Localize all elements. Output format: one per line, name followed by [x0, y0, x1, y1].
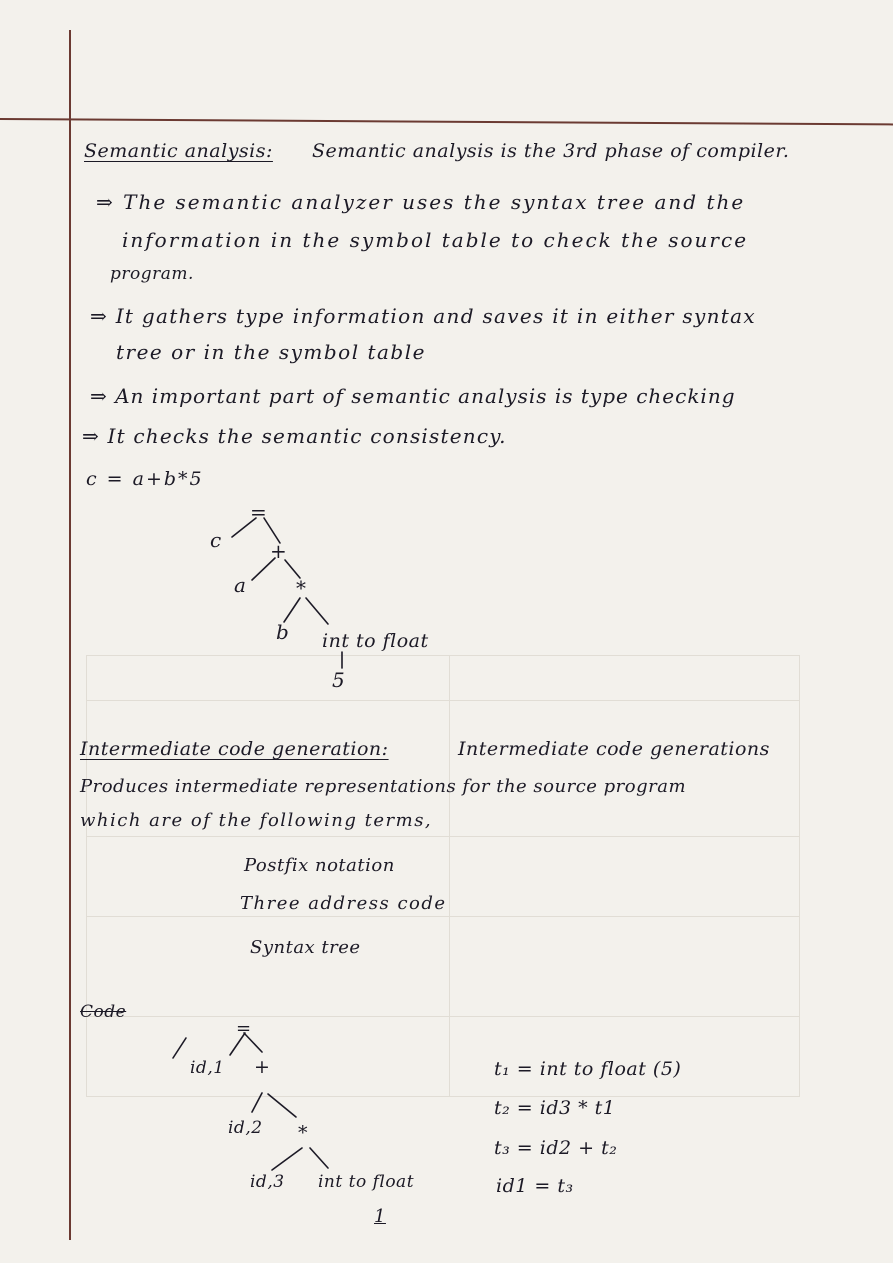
semantic-tree-star: *: [296, 576, 307, 600]
form-three-address: Three address code: [240, 893, 447, 914]
semantic-point-4: ⇒ It checks the semantic consistency.: [82, 424, 507, 448]
semantic-heading: Semantic analysis:: [84, 140, 273, 162]
intermediate-intro-1: Intermediate code generations: [458, 738, 770, 760]
semantic-tree-conv: int to float: [322, 630, 429, 652]
semantic-tree-b: b: [276, 620, 290, 644]
intermediate-heading: Intermediate code generation:: [80, 738, 389, 760]
semantic-point-2: ⇒ It gathers type information and saves it in either syntax: [90, 304, 756, 328]
semantic-point-1-cont: information in the symbol table to check the source: [122, 228, 749, 252]
form-postfix: Postfix notation: [244, 855, 395, 876]
semantic-tree-a: a: [234, 573, 247, 597]
semantic-point-2-cont: tree or in the symbol table: [116, 340, 426, 364]
semantic-intro: Semantic analysis is the 3rd phase of compiler.: [312, 140, 790, 162]
semantic-expression: c = a+b*5: [86, 468, 204, 490]
code-tree-star: *: [298, 1122, 308, 1144]
semantic-tree-root: =: [250, 500, 268, 524]
intermediate-intro-3: which are of the following terms,: [80, 810, 433, 831]
semantic-tree-const: 5: [332, 668, 346, 692]
semantic-point-3: ⇒ An important part of semantic analysis is type checking: [90, 384, 736, 408]
code-line-4: id1 = t₃: [496, 1175, 574, 1197]
semantic-point-1: ⇒ The semantic analyzer uses the syntax tree and the: [96, 190, 746, 214]
code-tree-root: =: [236, 1018, 252, 1039]
form-syntax-tree: Syntax tree: [250, 937, 361, 958]
code-tree-const: 1: [374, 1206, 386, 1227]
code-line-1: t₁ = int to float (5): [494, 1058, 682, 1080]
code-line-2: t₂ = id3 * t1: [494, 1097, 616, 1119]
code-tree-id3: id,3: [250, 1172, 285, 1192]
code-tree-plus: +: [254, 1056, 271, 1078]
code-tree-conv: int to float: [318, 1172, 415, 1192]
intermediate-intro-2: Produces intermediate representations for the source program: [80, 776, 687, 797]
semantic-tree-plus: +: [270, 539, 288, 563]
semantic-tree-c: c: [210, 528, 222, 552]
code-heading: Code: [80, 1002, 127, 1022]
code-tree-id1: id,1: [190, 1058, 225, 1078]
code-line-3: t₃ = id2 + t₂: [494, 1137, 618, 1159]
semantic-point-1-cont2: program.: [110, 264, 194, 284]
code-tree-id2: id,2: [228, 1118, 263, 1138]
